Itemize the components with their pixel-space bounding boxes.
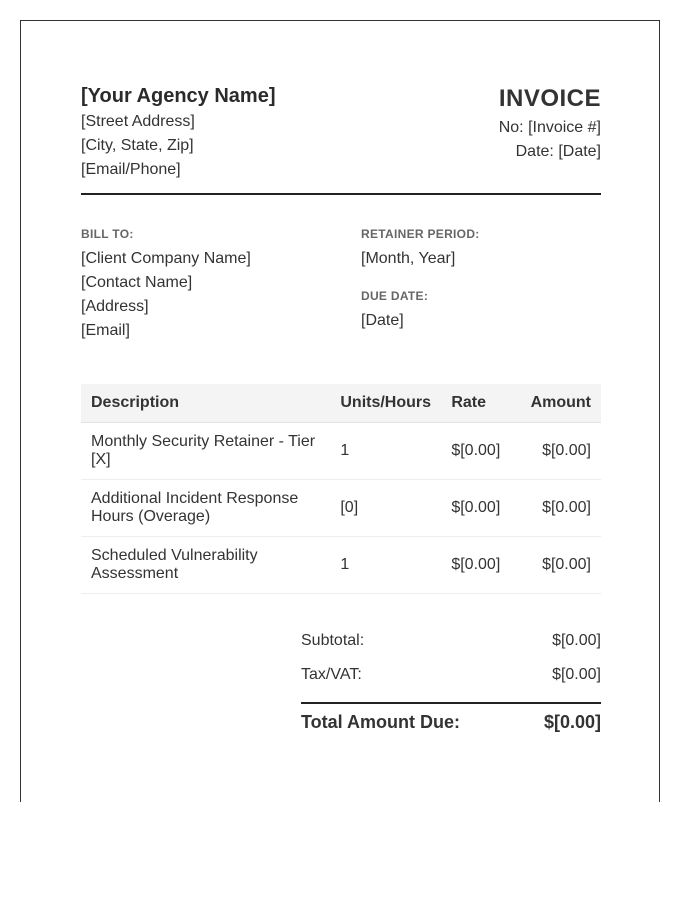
row-amount: $[0.00]	[521, 480, 601, 537]
agency-contact: [Email/Phone]	[81, 161, 181, 178]
row-rate: $[0.00]	[441, 423, 520, 480]
line-items-table	[81, 384, 601, 594]
total-label: Total Amount Due:	[301, 712, 460, 732]
total-value: $[0.00]	[543, 712, 601, 732]
tax-label: Tax/VAT:	[301, 666, 362, 683]
row-description: Additional Incident Response Hours (Overage)	[81, 480, 330, 537]
due-date-value: [Date]	[361, 312, 404, 329]
row-amount: $[0.00]	[521, 423, 601, 480]
invoice-number: No: [Invoice #]	[498, 119, 601, 136]
agency-city: [City, State, Zip]	[81, 137, 194, 154]
invoice-date: Date: [Date]	[515, 143, 601, 160]
client-contact: [Contact Name]	[81, 274, 193, 291]
header-units: Units/Hours	[330, 384, 441, 423]
table-row	[81, 537, 601, 594]
due-date-label: DUE DATE:	[361, 289, 429, 303]
retainer-period-label: RETAINER PERIOD:	[361, 227, 480, 241]
table-row	[81, 480, 601, 537]
header-rate: Rate	[441, 384, 520, 423]
row-units: [0]	[330, 480, 441, 537]
row-units: 1	[330, 537, 441, 594]
row-rate: $[0.00]	[441, 537, 520, 594]
invoice-page	[20, 20, 660, 802]
agency-name: [Your Agency Name]	[81, 85, 276, 107]
row-units: 1	[330, 423, 441, 480]
row-description: Scheduled Vulnerability Assessment	[81, 537, 330, 594]
tax-value: $[0.00]	[552, 666, 601, 683]
subtotal-label: Subtotal:	[301, 632, 365, 649]
invoice-title: INVOICE	[498, 85, 601, 112]
total-divider	[301, 702, 601, 704]
row-amount: $[0.00]	[521, 537, 601, 594]
header-divider	[81, 193, 601, 195]
table-row	[81, 423, 601, 480]
agency-street: [Street Address]	[81, 113, 195, 130]
invoice-header	[81, 85, 601, 195]
retainer-period-value: [Month, Year]	[361, 250, 456, 267]
table-header-row	[81, 384, 601, 423]
client-address: [Address]	[81, 298, 149, 315]
subtotal-value: $[0.00]	[552, 632, 601, 649]
header-amount: Amount	[521, 384, 601, 423]
client-company: [Client Company Name]	[81, 250, 251, 267]
bill-to-label: BILL TO:	[81, 227, 134, 241]
row-rate: $[0.00]	[441, 480, 520, 537]
client-email: [Email]	[81, 322, 130, 339]
header-description: Description	[81, 384, 330, 423]
row-description: Monthly Security Retainer - Tier [X]	[81, 423, 330, 480]
